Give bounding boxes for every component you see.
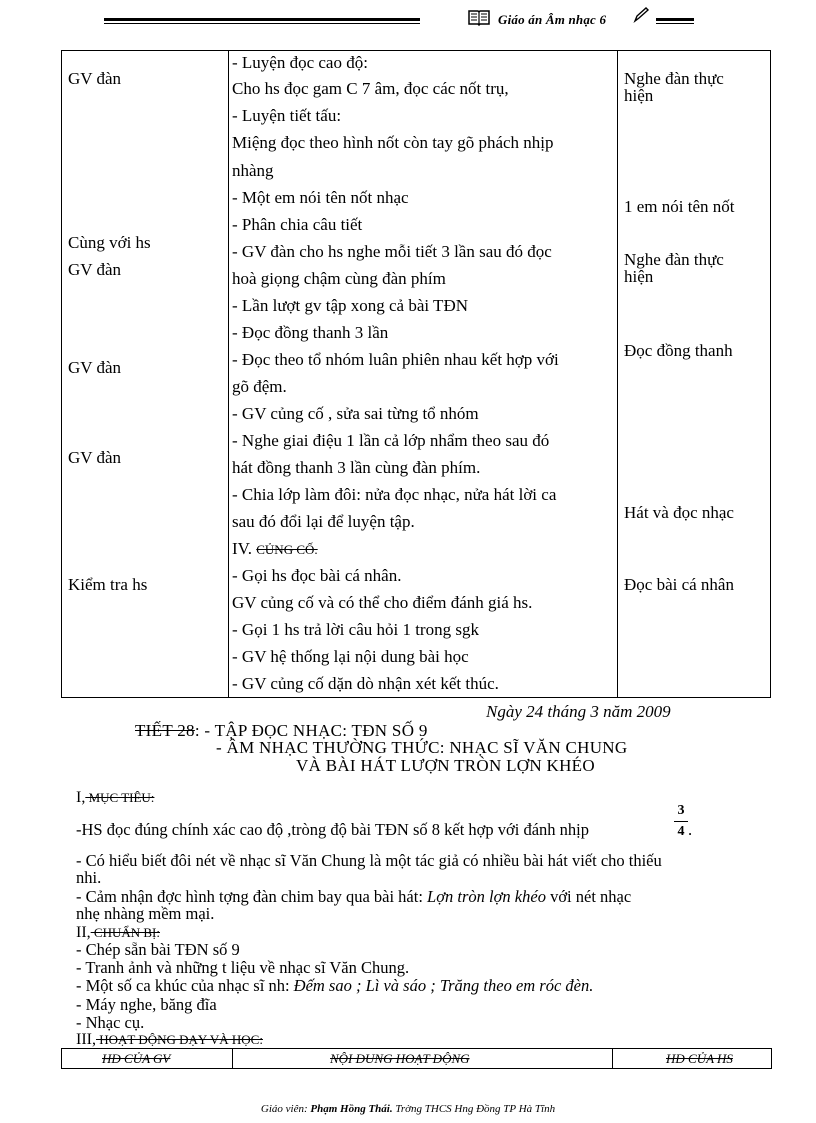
content-line: - GV đàn cho hs nghe mỗi tiết 3 lần sau đó đọc (232, 242, 552, 261)
content-line: GV củng cố và có thể cho điểm đánh giá hs. (232, 593, 533, 612)
time-signature-bottom: 4 (677, 824, 685, 839)
header-rule-right-thin (656, 23, 694, 24)
objective-line: nhi. (76, 868, 102, 887)
content-line: - Gọi hs đọc bài cá nhân. (232, 566, 402, 585)
footer-label: Giáo viên: (260, 1103, 311, 1115)
content-line: hoà giọng chậm cùng đàn phím (232, 269, 446, 288)
content-line: - GV hệ thống lại nội dung bài học (232, 647, 469, 666)
footer-teacher-name: Phạm Hồng Thái. (310, 1103, 393, 1115)
content-line: hát đồng thanh 3 lần cùng đàn phím. (232, 458, 481, 477)
footer-school: Trờng THCS Hng Đồng TP Hà Tĩnh (392, 1103, 556, 1115)
table-column-divider (232, 1049, 233, 1068)
lesson-title-line3: VÀ BÀI HÁT LƯỢN TRÒN LỢN KHÉO (296, 756, 595, 775)
book-icon (468, 8, 490, 26)
section-iii-heading (76, 1031, 263, 1049)
content-line: - Gọi 1 hs trả lời câu hỏi 1 trong sgk (232, 620, 479, 639)
lesson-title-text: : - TẬP ĐỌC NHẠC: TĐN SỐ 9 (194, 721, 428, 740)
content-line: - Nghe giai điệu 1 lần cả lớp nhẩm theo sau đó (232, 431, 550, 450)
content-line: - Một em nói tên nốt nhạc (232, 188, 409, 207)
section-iii-title: HOẠT ĐỘNG DẠY VÀ HỌC: (95, 1032, 263, 1047)
lesson-activity-table (61, 50, 771, 698)
song-list: Đếm sao ; Lì và sáo ; Trăng theo em róc đèn. (293, 976, 594, 995)
lesson-number: TIẾT 28 (135, 721, 195, 740)
content-line: - GV củng cố dặn dò nhận xét kết thúc. (232, 674, 499, 693)
page-footer (0, 1103, 816, 1115)
pen-icon (632, 6, 650, 24)
content-line: - Luyện đọc cao độ: (232, 53, 368, 72)
student-activity: Đọc đồng thanh (624, 341, 733, 360)
objective-line: -HS đọc đúng chính xác cao độ ,tròng độ bài TĐN số 8 kết hợp với đánh nhịp (76, 820, 589, 839)
content-line: gõ đệm. (232, 377, 287, 396)
section-iv-title: CỦNG CỐ. (256, 542, 318, 557)
section-i-heading (76, 789, 154, 807)
teacher-activity: GV đàn (68, 448, 122, 467)
preparation-text: - Một số ca khúc của nhạc sĩ nh: (76, 976, 294, 995)
content-line: - Đọc đồng thanh 3 lần (232, 323, 389, 342)
lesson-title-line2: - ÂM NHẠC THƯỜNG THỨC: NHẠC SĨ VĂN CHUNG (216, 738, 628, 757)
content-line: Miệng đọc theo hình nốt còn tay gõ phách nhịp (232, 133, 554, 152)
time-signature (674, 803, 688, 840)
objective-line: - Có hiểu biết đôi nét về nhạc sĩ Văn Chung là một tác giả có nhiều bài hát viết cho thiếu (76, 851, 662, 870)
table-column-divider (617, 51, 618, 697)
teacher-activity: GV đàn (68, 260, 122, 279)
content-line: - Phân chia câu tiết (232, 215, 363, 234)
section-ii-title: CHUẨN BỊ: (90, 925, 160, 940)
student-activity: Đọc bài cá nhân (624, 575, 734, 594)
student-activity: 1 em nói tên nốt (624, 197, 735, 216)
preparation-item: - Máy nghe, băng đĩa (76, 995, 217, 1014)
student-activity: Hát và đọc nhạc (624, 503, 734, 522)
time-signature-top: 3 (677, 803, 685, 818)
objective-line: nhẹ nhàng mềm mại. (76, 904, 215, 923)
column-header-teacher: HĐ CỦA GV (102, 1051, 171, 1066)
objective-text: - Cảm nhận đợc hình tợng đàn chim bay qua bài hát: (76, 887, 428, 906)
preparation-item: - Chép sẵn bài TĐN số 9 (76, 940, 240, 959)
student-activity: Nghe đàn thực (624, 69, 724, 88)
teacher-activity: GV đàn (68, 69, 122, 88)
column-header-content: NỘI DUNG HOẠT ĐỘNG (330, 1051, 470, 1066)
section-iii-number: III, (76, 1031, 96, 1048)
header-title: Giáo án Âm nhạc 6 (498, 12, 607, 27)
content-line: sau đó đổi lại để luyện tập. (232, 512, 415, 531)
preparation-item (76, 976, 593, 996)
student-activity: hiện (624, 86, 654, 105)
teacher-activity: Cùng với hs (68, 233, 151, 252)
section-iv-heading (232, 539, 318, 559)
content-line: - Luyện tiết tấu: (232, 106, 342, 125)
header-rule-thin (104, 23, 420, 24)
objective-text: với nét nhạc (545, 887, 632, 906)
header-rule-thick (104, 18, 420, 21)
content-line: Cho hs đọc gam C 7 âm, đọc các nốt trụ, (232, 79, 509, 98)
student-activity: hiện (624, 267, 654, 286)
section-ii-number: II, (76, 924, 91, 941)
teacher-activity: GV đàn (68, 358, 122, 377)
lesson-date: Ngày 24 tháng 3 năm 2009 (486, 702, 671, 721)
student-activity: Nghe đàn thực (624, 250, 724, 269)
table-column-divider (612, 1049, 613, 1068)
teacher-activity: Kiểm tra hs (68, 575, 148, 594)
content-line: - GV củng cố , sửa sai từng tổ nhóm (232, 404, 479, 423)
activity-table-header (61, 1048, 772, 1069)
objective-line-end: . (688, 820, 693, 839)
column-header-student: HĐ CỦA HS (666, 1051, 733, 1066)
content-line: - Đọc theo tổ nhóm luân phiên nhau kết hợp với (232, 350, 559, 369)
preparation-item: - Tranh ảnh và những t liệu về nhạc sĩ Văn Chung. (76, 958, 410, 977)
section-i-title: MỤC TIÊU: (85, 790, 155, 805)
content-line: nhàng (232, 161, 274, 180)
header-rule-right-thick (656, 18, 694, 21)
table-column-divider (228, 51, 229, 697)
section-iv-number: IV. (232, 539, 257, 558)
song-title: Lợn tròn lợn khéo (427, 887, 546, 906)
content-line: - Lần lượt gv tập xong cả bài TĐN (232, 296, 468, 315)
preparation-item: - Nhạc cụ. (76, 1013, 145, 1032)
section-i-number: I, (76, 789, 86, 806)
content-line: - Chia lớp làm đôi: nửa đọc nhạc, nửa hát lời ca (232, 485, 557, 504)
